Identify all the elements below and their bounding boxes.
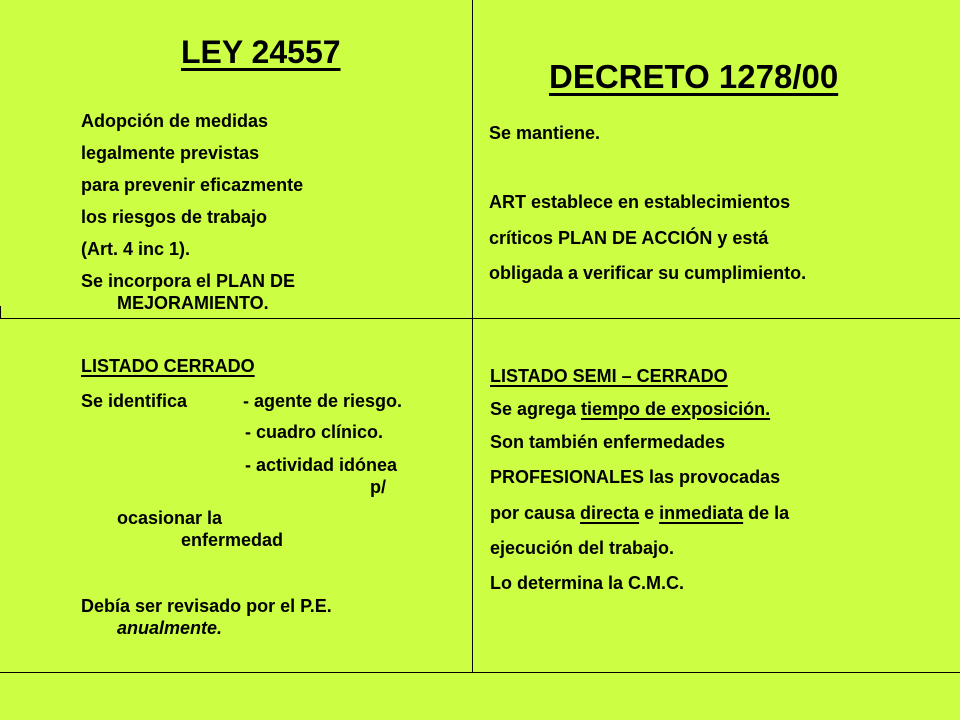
bottom-divider (0, 672, 960, 673)
right-text-line: ejecución del trabajo. (490, 538, 675, 558)
revision-text: Debía ser revisado por el P.E. (81, 596, 332, 616)
identify-item-cont: p/ (370, 477, 386, 497)
left-edge-tick (0, 306, 1, 318)
right-text-line (490, 503, 789, 523)
right-text-line: críticos PLAN DE ACCIÓN y está (489, 228, 769, 248)
left-text-line: para prevenir eficazmente (81, 175, 304, 195)
right-text-line: obligada a verificar su cumplimiento. (489, 263, 807, 283)
left-title: LEY 24557 (181, 34, 341, 70)
left-text-line: los riesgos de trabajo (81, 207, 268, 227)
right-text-line: Se mantiene. (489, 123, 601, 143)
identify-item: - agente de riesgo. (243, 391, 403, 411)
cause-suffix: de la (743, 503, 790, 523)
left-text-line: MEJORAMIENTO. (117, 293, 269, 313)
right-text-line: ART establece en establecimientos (489, 192, 791, 212)
right-text-line: PROFESIONALES las provocadas (490, 467, 781, 487)
right-text-line: Lo determina la C.M.C. (490, 573, 685, 593)
column-divider (472, 0, 473, 672)
cause-and: e (639, 503, 660, 523)
revision-frequency: anualmente. (117, 618, 223, 638)
immediate-term: inmediata (659, 503, 744, 523)
identify-item: - cuadro clínico. (245, 422, 384, 442)
cause-prefix: por causa (490, 503, 581, 523)
right-title: DECRETO 1278/00 (549, 58, 839, 95)
row-divider (0, 318, 960, 319)
exposure-time-term: tiempo de exposición. (581, 399, 771, 419)
identify-item-cont: ocasionar la (117, 508, 223, 528)
left-text-line: legalmente previstas (81, 143, 260, 163)
right-text-line (490, 399, 770, 419)
identify-item: - actividad idónea (245, 455, 398, 475)
left-text-line: (Art. 4 inc 1). (81, 239, 191, 259)
direct-term: directa (580, 503, 640, 523)
left-text-line: Se incorpora el PLAN DE (81, 271, 296, 291)
identify-label: Se identifica (81, 391, 188, 411)
added-prefix: Se agrega (490, 399, 582, 419)
right-list-heading: LISTADO SEMI – CERRADO (490, 366, 728, 386)
right-text-line: Son también enfermedades (490, 432, 726, 452)
left-list-heading: LISTADO CERRADO (81, 356, 255, 376)
identify-item-cont: enfermedad (181, 530, 284, 550)
left-text-line: Adopción de medidas (81, 111, 269, 131)
